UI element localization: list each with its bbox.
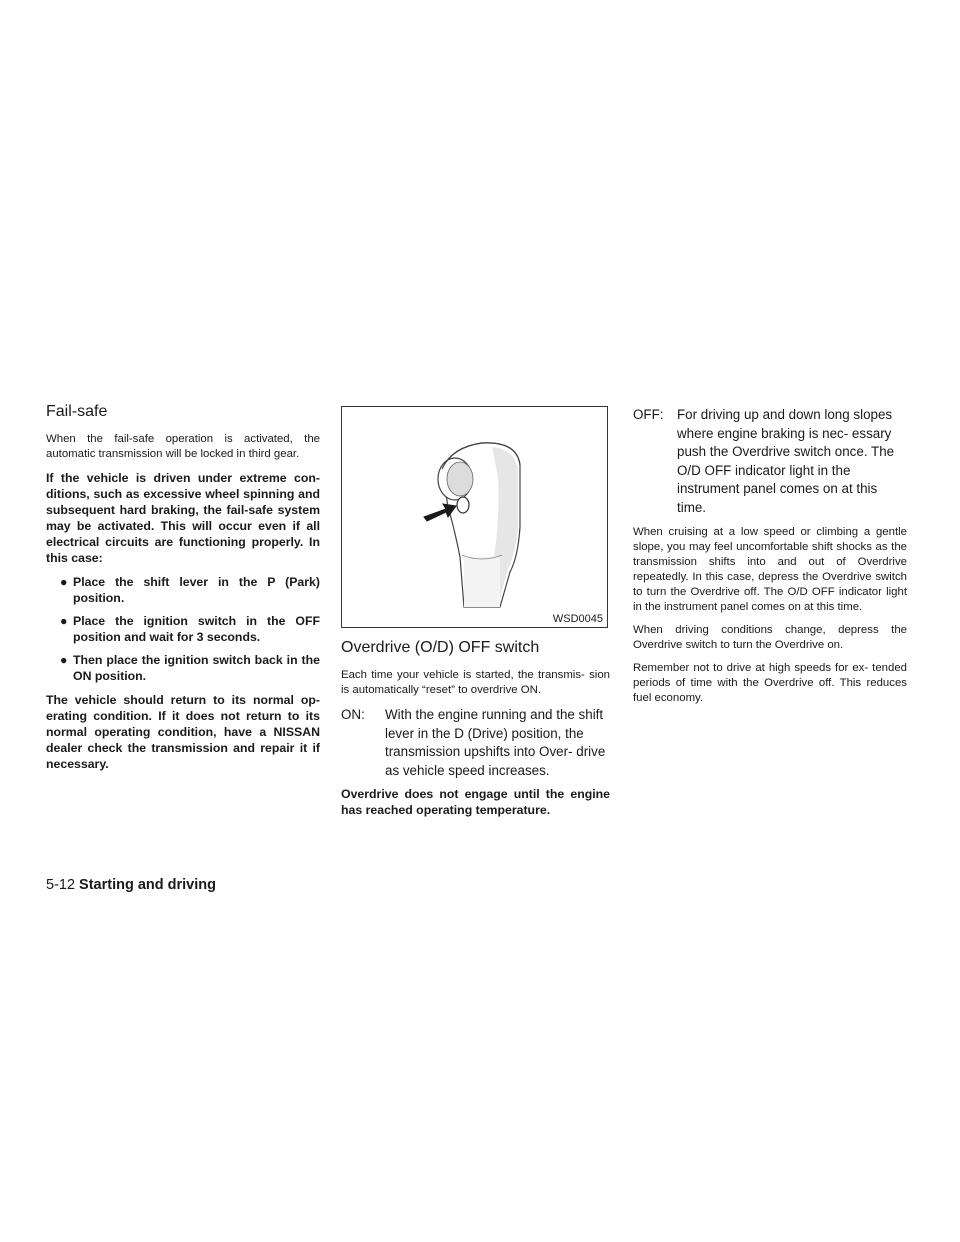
section-heading-fail-safe: Fail-safe xyxy=(46,403,108,420)
chapter-title: Starting and driving xyxy=(79,877,216,893)
step-item: ● Then place the ignition switch back in the ON position. xyxy=(60,653,320,683)
column-fail-safe xyxy=(46,402,320,780)
fail-safe-warning: If the vehicle is driven under extreme con- ditions, such as excessive wheel spinning and subsequent hard braking, the fail-safe system may be activated. This will occur even if all electrical circuits are functioning properly. In this case: xyxy=(46,471,320,565)
fail-safe-steps xyxy=(46,574,320,684)
step-item: ● Place the shift lever in the P (Park) position. xyxy=(60,575,320,605)
definition-term: OFF: xyxy=(633,407,664,422)
bullet-icon: ● xyxy=(60,575,68,589)
figure-code: WSD0045 xyxy=(552,613,603,625)
overdrive-note: Overdrive does not engage until the engine has reached operating temperature. xyxy=(341,787,610,817)
definition-term: ON: xyxy=(341,707,365,722)
definition-description: For driving up and down long slopes where engine braking is nec- essary push the Overdrive switch once. The O/D OFF indicator light in the instrument panel comes on at this time. xyxy=(677,407,895,515)
bullet-icon: ● xyxy=(60,653,68,667)
step-item: ● Place the ignition switch in the OFF position and wait for 3 seconds. xyxy=(60,614,320,644)
definition-description: With the engine running and the shift lever in the D (Drive) position, the transmission upshifts into Over- drive as vehicle speed increases. xyxy=(385,707,606,778)
page-footer xyxy=(46,877,216,893)
shift-lever-figure xyxy=(341,406,608,628)
fail-safe-intro: When the fail-safe operation is activated, the automatic transmission will be locked in third gear. xyxy=(46,433,320,460)
page-number: 5-12 xyxy=(46,877,76,893)
bullet-icon: ● xyxy=(60,614,68,628)
shift-lever-illustration xyxy=(342,407,607,627)
section-heading-overdrive: Overdrive (O/D) OFF switch xyxy=(341,639,540,656)
cruising-paragraph: When cruising at a low speed or climbing a gentle slope, you may feel uncomfortable shift shocks as the transmission shifts into and out of Overdrive repeatedly. In this case, depress the Overdrive switch to turn the Overdrive off. The O/D OFF indicator light in the instrument panel comes on at this time. xyxy=(633,526,907,613)
fail-safe-result: The vehicle should return to its normal op- erating condition. If it does not return to its normal operating condition, have a NISSAN dealer check the transmission and repair it if necessary. xyxy=(46,693,320,771)
column-overdrive-continued xyxy=(633,406,907,714)
definition-off xyxy=(633,406,907,517)
high-speed-paragraph: Remember not to drive at high speeds for ex- tended periods of time with the Overdrive off. This reduces fuel economy. xyxy=(633,662,907,704)
conditions-paragraph: When driving conditions change, depress the Overdrive switch to turn the Overdrive on. xyxy=(633,624,907,651)
column-overdrive xyxy=(341,406,610,826)
definition-on xyxy=(341,706,610,780)
overdrive-intro: Each time your vehicle is started, the transmis- sion is automatically “reset” to overdrive ON. xyxy=(341,669,610,696)
